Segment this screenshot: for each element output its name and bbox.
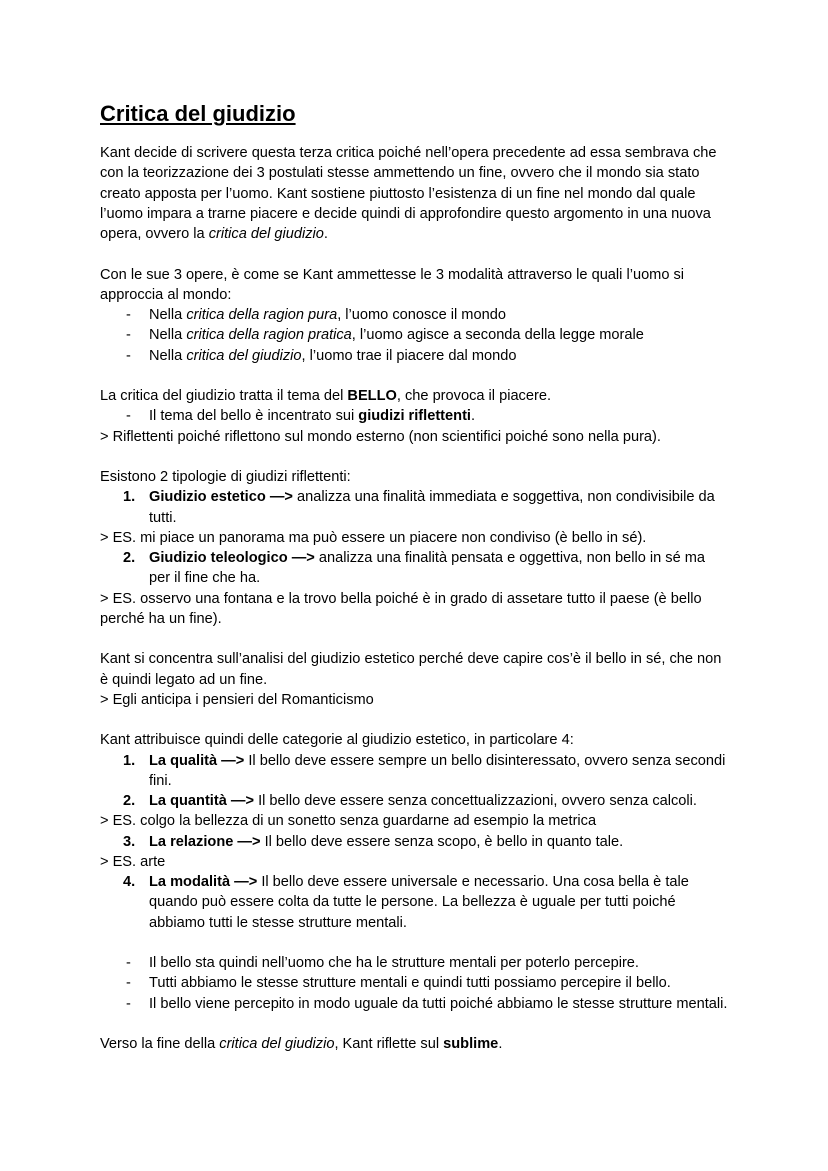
list-number: 4. (123, 874, 136, 890)
bold-text: Giudizio estetico —> (149, 489, 293, 506)
list-number: 1. (123, 752, 136, 769)
bold-text: La quantità —> (149, 793, 255, 809)
bold-text: La qualità —> (149, 752, 245, 769)
text-segment: analizza una finalità pensata e oggettiva, non bello in sé ma per il fine che ha. (149, 550, 706, 587)
text-segment: analizza una finalità immediata e soggettiva, non condivisibile da tutti. (149, 489, 715, 526)
text-segment: La critica del giudizio tratta il tema del (100, 388, 348, 404)
text-segment: , che provoca il piacere. (396, 388, 552, 404)
text-segment: Il tema del bello è incentrato sui (149, 408, 359, 425)
list-item: - Il bello sta quindi nell’uomo che ha le strutture mentali per poterlo percepire. (100, 953, 730, 973)
opere-paragraph: Con le sue 3 opere, è come se Kant ammettesse le 3 modalità attraverso le quali l’uomo si approccia al mondo: (100, 266, 685, 303)
note: > Riflettenti poiché riflettono sul mondo esterno (non scientifici poiché sono nella pura). (100, 428, 661, 445)
italic-text: critica del giudizio (186, 347, 302, 364)
text-segment: , l’uomo conosce il mondo (337, 307, 506, 323)
note: > ES. mi piace un panorama ma può essere un piacere non condiviso (è bello in sé). (100, 529, 647, 546)
italic-text: critica del giudizio (208, 226, 324, 242)
note: > ES. osservo una fontana e la trovo bella poiché è in grado di assetare tutto il paese (è bello perché ha un fine). (100, 590, 702, 627)
text-segment: , Kant riflette sul (334, 1036, 444, 1052)
text-segment: . (471, 408, 476, 425)
categorie-list (100, 751, 730, 812)
paragraph-gap (100, 1014, 730, 1034)
list-number: 2. (123, 550, 136, 566)
bold-text: giudizi riflettenti (358, 408, 471, 425)
list-number: 3. (123, 833, 136, 850)
list-item: - Il bello viene percepito in modo uguale da tutti poiché abbiamo le stesse strutture mentali. (100, 994, 730, 1014)
text-segment: Nella (149, 327, 187, 344)
note: > Egli anticipa i pensieri del Romanticismo (100, 691, 374, 708)
bold-text: Giudizio teleologico —> (149, 550, 315, 566)
giudizi-list (100, 548, 730, 589)
list-item (100, 832, 730, 852)
text-segment: Il bello deve essere senza concettualizzazioni, ovvero senza calcoli. (254, 793, 697, 809)
list-item (100, 406, 730, 426)
categorie-paragraph: Kant attribuisce quindi delle categorie al giudizio estetico, in particolare 4: (100, 732, 574, 749)
list-item (100, 751, 730, 792)
note: > ES. arte (100, 853, 166, 870)
italic-text: critica della ragion pura (186, 307, 338, 323)
conclusioni-list (100, 953, 730, 1014)
list-item (100, 305, 730, 325)
estetico-paragraph: Kant si concentra sull’analisi del giudizio estetico perché deve capire cos’è il bello in sé, che non è quindi legato ad un fine. (100, 651, 722, 688)
text-segment: , l’uomo agisce a seconda della legge morale (351, 327, 644, 344)
paragraph-gap (100, 447, 730, 467)
bold-text: BELLO (347, 388, 397, 404)
paragraph-gap (100, 244, 730, 264)
list-item (100, 548, 730, 589)
bello-paragraph (100, 386, 730, 406)
list-item (100, 791, 730, 811)
text-segment: . (323, 226, 328, 242)
paragraph-gap (100, 629, 730, 649)
giudizi-paragraph: Esistono 2 tipologie di giudizi riflettenti: (100, 469, 351, 485)
paragraph-gap (100, 366, 730, 386)
note: > ES. colgo la bellezza di un sonetto senza guardarne ad esempio la metrica (100, 813, 597, 830)
list-item (100, 487, 730, 528)
text-segment: Nella (149, 347, 187, 364)
bold-text: La modalità —> (149, 874, 258, 890)
list-number: 2. (123, 793, 136, 809)
document-page (100, 101, 730, 1054)
italic-text: critica della ragion pratica (186, 327, 352, 344)
text-segment: . (498, 1036, 503, 1052)
categorie-list (100, 872, 730, 933)
list-item (100, 346, 730, 366)
bello-list (100, 406, 730, 426)
list-number: 1. (123, 489, 136, 506)
text-segment: Il bello deve essere senza scopo, è bello in quanto tale. (260, 833, 624, 850)
list-item (100, 325, 730, 345)
text-segment: Il bello deve essere sempre un bello disinteressato, ovvero senza secondi fini. (149, 752, 726, 789)
sublime-paragraph (100, 1034, 730, 1054)
bold-text: La relazione —> (149, 833, 261, 850)
paragraph-gap (100, 933, 730, 953)
text-segment: , l’uomo trae il piacere dal mondo (301, 347, 517, 364)
giudizi-list (100, 487, 730, 528)
paragraph-gap (100, 710, 730, 730)
bold-text: sublime (443, 1036, 499, 1052)
intro-paragraph (100, 143, 730, 244)
list-item: - Tutti abbiamo le stesse strutture mentali e quindi tutti possiamo percepire il bello. (100, 973, 730, 993)
page-title: Critica del giudizio (100, 101, 296, 126)
text-segment: Kant decide di scrivere questa terza critica poiché nell’opera precedente ad essa sembrava che con la teorizzazione dei 3 postulati stesse ammettendo un fine, ovvero che il mondo sia stato creato apposta per l’uomo. Kant sostiene piuttosto l’esistenza di un fine nel mondo dal quale l’uomo impara a trarne piacere e decide quindi di approfondire questo argomento in una nuova opera, ovvero la (100, 145, 717, 242)
categorie-list (100, 832, 730, 852)
text-segment: Nella (149, 307, 187, 323)
opere-list (100, 305, 730, 366)
text-segment: Il bello deve essere universale e necessario. Una cosa bella è tale quando può essere colta da tutte le persone. La bellezza è uguale per tutti poiché abbiamo tutti le stesse strutture mentali. (149, 874, 689, 931)
text-segment: Verso la fine della (100, 1036, 220, 1052)
list-item (100, 872, 730, 933)
italic-text: critica del giudizio (219, 1036, 335, 1052)
